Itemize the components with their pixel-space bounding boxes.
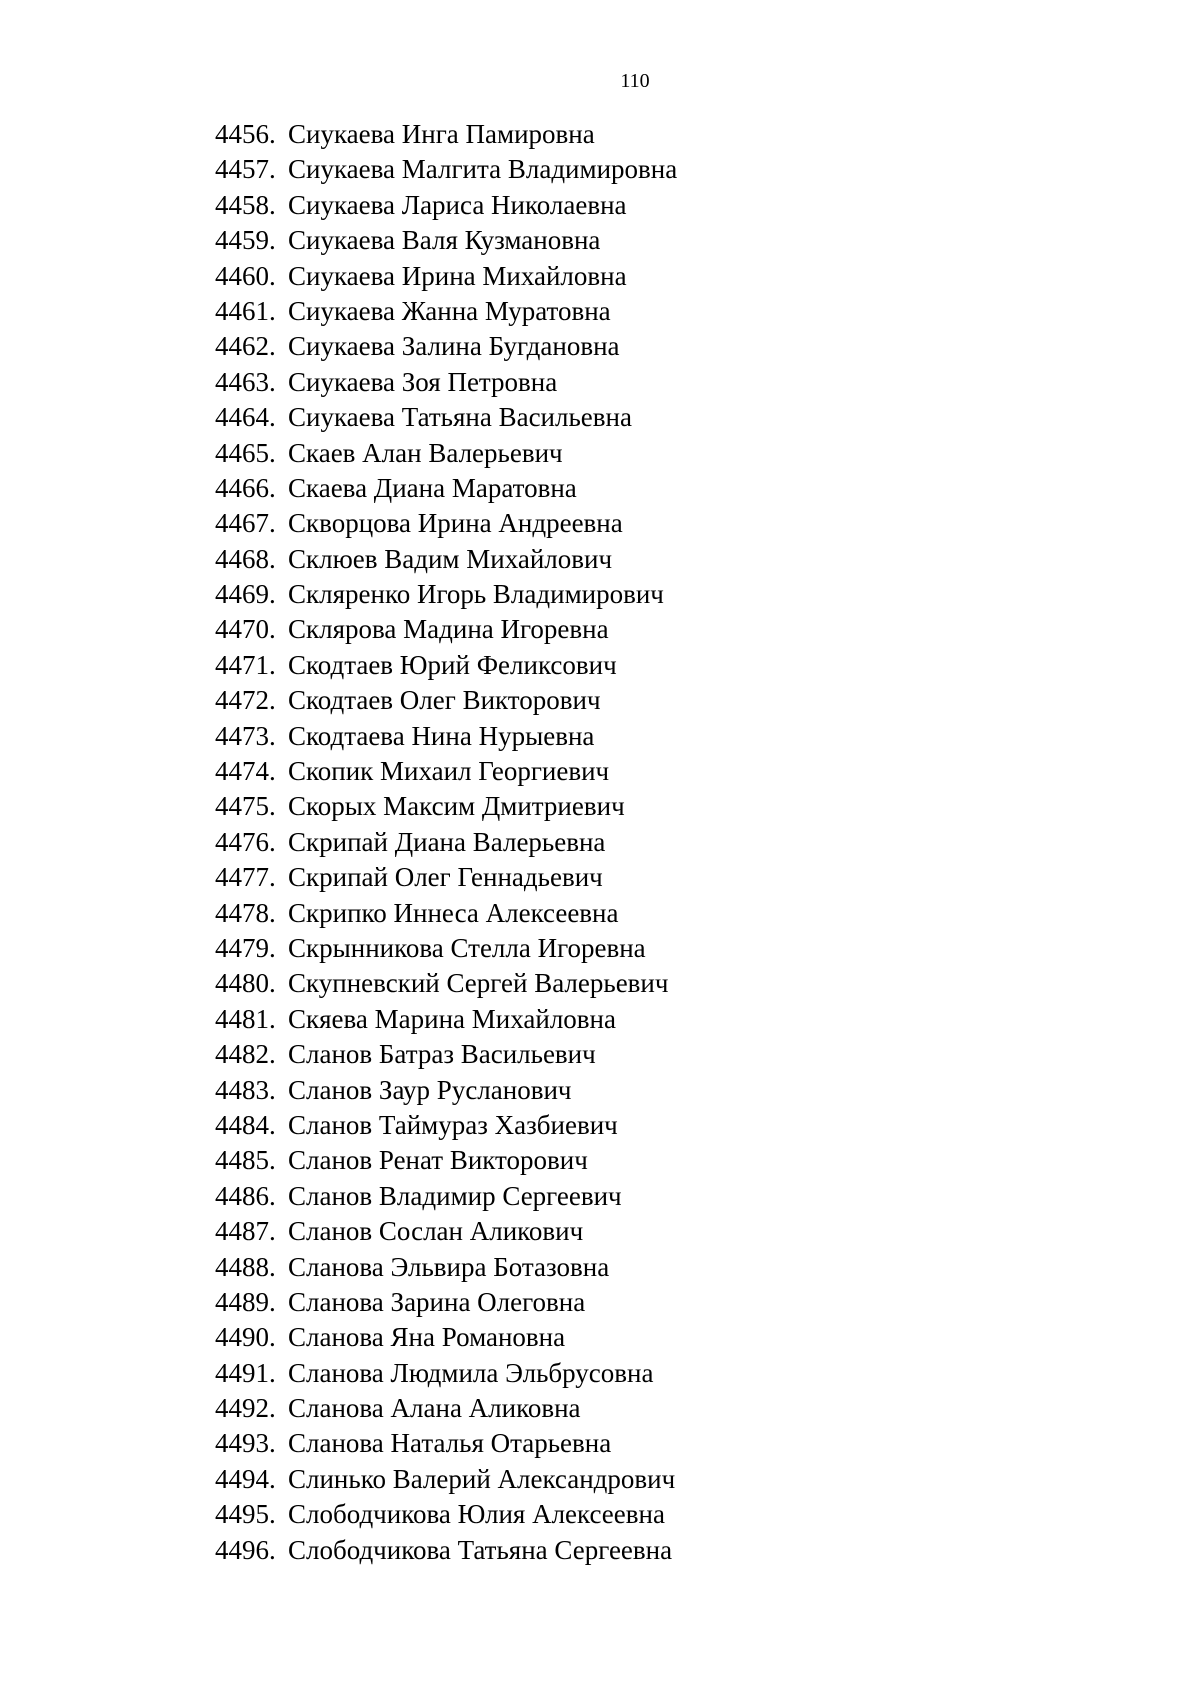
entry-number: 4475. — [215, 791, 276, 822]
entry-name: Склярова Мадина Игоревна — [288, 614, 609, 645]
list-item — [215, 789, 677, 824]
list-item — [215, 1391, 677, 1426]
entry-name: Склюев Вадим Михайлович — [288, 543, 613, 574]
list-item — [215, 1497, 677, 1532]
entry-number: 4476. — [215, 826, 276, 857]
entry-name: Сланов Батраз Васильевич — [288, 1039, 596, 1070]
entry-name: Скрипай Диана Валерьевна — [288, 826, 606, 857]
entry-number: 4482. — [215, 1039, 276, 1070]
entry-number: 4495. — [215, 1499, 276, 1530]
entry-number: 4487. — [215, 1216, 276, 1247]
entry-name: Скрипай Олег Геннадьевич — [288, 862, 603, 893]
entry-number: 4492. — [215, 1393, 276, 1424]
entry-number: 4491. — [215, 1357, 276, 1388]
list-item — [215, 612, 677, 647]
entry-name: Слинько Валерий Александрович — [288, 1463, 676, 1494]
list-item — [215, 1037, 677, 1072]
name-list — [215, 117, 677, 1568]
entry-number: 4471. — [215, 649, 276, 680]
list-item — [215, 188, 677, 223]
entry-number: 4489. — [215, 1286, 276, 1317]
entry-number: 4472. — [215, 685, 276, 716]
entry-number: 4479. — [215, 932, 276, 963]
entry-number: 4468. — [215, 543, 276, 574]
entry-name: Сиукаева Ирина Михайловна — [288, 260, 627, 291]
entry-number: 4462. — [215, 331, 276, 362]
list-item — [215, 542, 677, 577]
entry-number: 4496. — [215, 1534, 276, 1565]
entry-name: Скаев Алан Валерьевич — [288, 437, 563, 468]
entry-name: Скворцова Ирина Андреевна — [288, 508, 623, 539]
list-item — [215, 1533, 677, 1568]
entry-name: Скляренко Игорь Владимирович — [288, 579, 664, 610]
entry-number: 4490. — [215, 1322, 276, 1353]
entry-name: Сиукаева Жанна Муратовна — [288, 295, 611, 326]
entry-number: 4461. — [215, 295, 276, 326]
entry-name: Сиукаева Лариса Николаевна — [288, 189, 627, 220]
entry-name: Скодтаев Юрий Феликсович — [288, 649, 617, 680]
list-item — [215, 1179, 677, 1214]
entry-name: Скопик Михаил Георгиевич — [288, 756, 610, 787]
list-item — [215, 648, 677, 683]
entry-name: Сланов Таймураз Хазбиевич — [288, 1109, 618, 1140]
entry-number: 4465. — [215, 437, 276, 468]
entry-name: Слободчикова Юлия Алексеевна — [288, 1499, 665, 1530]
list-item — [215, 329, 677, 364]
entry-name: Скодтаев Олег Викторович — [288, 685, 601, 716]
entry-name: Сланова Людмила Эльбрусовна — [288, 1357, 654, 1388]
entry-name: Скорых Максим Дмитриевич — [288, 791, 625, 822]
entry-number: 4478. — [215, 897, 276, 928]
list-item — [215, 1108, 677, 1143]
entry-number: 4486. — [215, 1180, 276, 1211]
list-item — [215, 1356, 677, 1391]
list-item — [215, 506, 677, 541]
entry-number: 4488. — [215, 1251, 276, 1282]
entry-name: Скодтаева Нина Нурыевна — [288, 720, 595, 751]
entry-name: Сиукаева Валя Кузмановна — [288, 225, 601, 256]
list-item — [215, 1462, 677, 1497]
entry-number: 4474. — [215, 756, 276, 787]
list-item — [215, 683, 677, 718]
list-item — [215, 754, 677, 789]
entry-number: 4457. — [215, 154, 276, 185]
entry-number: 4458. — [215, 189, 276, 220]
entry-number: 4467. — [215, 508, 276, 539]
entry-name: Сланов Владимир Сергеевич — [288, 1180, 622, 1211]
page-number: 110 — [620, 70, 650, 92]
list-item — [215, 436, 677, 471]
list-item — [215, 896, 677, 931]
entry-name: Сиукаева Инга Памировна — [288, 119, 595, 149]
entry-number: 4460. — [215, 260, 276, 291]
entry-number: 4477. — [215, 862, 276, 893]
entry-name: Сиукаева Татьяна Васильевна — [288, 402, 632, 433]
entry-name: Сланова Наталья Отарьевна — [288, 1428, 612, 1459]
entry-name: Сланова Эльвира Ботазовна — [288, 1251, 610, 1282]
list-item — [215, 1250, 677, 1285]
list-item — [215, 1002, 677, 1037]
entry-name: Слободчикова Татьяна Сергеевна — [288, 1534, 673, 1565]
entry-name: Сланова Яна Романовна — [288, 1322, 566, 1353]
list-item — [215, 966, 677, 1001]
entry-name: Сланов Сослан Аликович — [288, 1216, 584, 1247]
list-item — [215, 223, 677, 258]
entry-number: 4494. — [215, 1463, 276, 1494]
list-item — [215, 1426, 677, 1461]
entry-number: 4463. — [215, 366, 276, 397]
entry-number: 4473. — [215, 720, 276, 751]
entry-number: 4466. — [215, 472, 276, 503]
list-item — [215, 825, 677, 860]
list-item — [215, 365, 677, 400]
list-item — [215, 152, 677, 187]
entry-name: Скупневский Сергей Валерьевич — [288, 968, 669, 999]
entry-number: 4459. — [215, 225, 276, 256]
list-item — [215, 1143, 677, 1178]
entry-name: Сиукаева Малгита Владимировна — [288, 154, 678, 185]
entry-name: Сиукаева Зоя Петровна — [288, 366, 558, 397]
entry-number: 4493. — [215, 1428, 276, 1459]
list-item — [215, 400, 677, 435]
entry-name: Скаева Диана Маратовна — [288, 472, 577, 503]
entry-number: 4480. — [215, 968, 276, 999]
list-item — [215, 1214, 677, 1249]
entry-name: Скрипко Иннеса Алексеевна — [288, 897, 619, 928]
entry-name: Сланова Алана Аликовна — [288, 1393, 581, 1424]
list-item — [215, 860, 677, 895]
list-item — [215, 931, 677, 966]
entry-number: 4469. — [215, 579, 276, 610]
list-item — [215, 294, 677, 329]
entry-number: 4470. — [215, 614, 276, 645]
list-item — [215, 577, 677, 612]
entry-name: Сланова Зарина Олеговна — [288, 1286, 586, 1317]
entry-name: Скрынникова Стелла Игоревна — [288, 932, 646, 963]
entry-number: 4481. — [215, 1003, 276, 1034]
entry-number: 4485. — [215, 1145, 276, 1176]
entry-number: 4483. — [215, 1074, 276, 1105]
entry-name: Сланов Заур Русланович — [288, 1074, 572, 1105]
entry-number: 4456. — [215, 119, 276, 149]
entry-name: Сланов Ренат Викторович — [288, 1145, 588, 1176]
list-item — [215, 259, 677, 294]
list-item — [215, 117, 677, 152]
entry-name: Скяева Марина Михайловна — [288, 1003, 616, 1034]
entry-number: 4484. — [215, 1109, 276, 1140]
list-item — [215, 1320, 677, 1355]
list-item — [215, 1285, 677, 1320]
list-item — [215, 1073, 677, 1108]
entry-number: 4464. — [215, 402, 276, 433]
list-item — [215, 719, 677, 754]
list-item — [215, 471, 677, 506]
entry-name: Сиукаева Залина Бугдановна — [288, 331, 620, 362]
